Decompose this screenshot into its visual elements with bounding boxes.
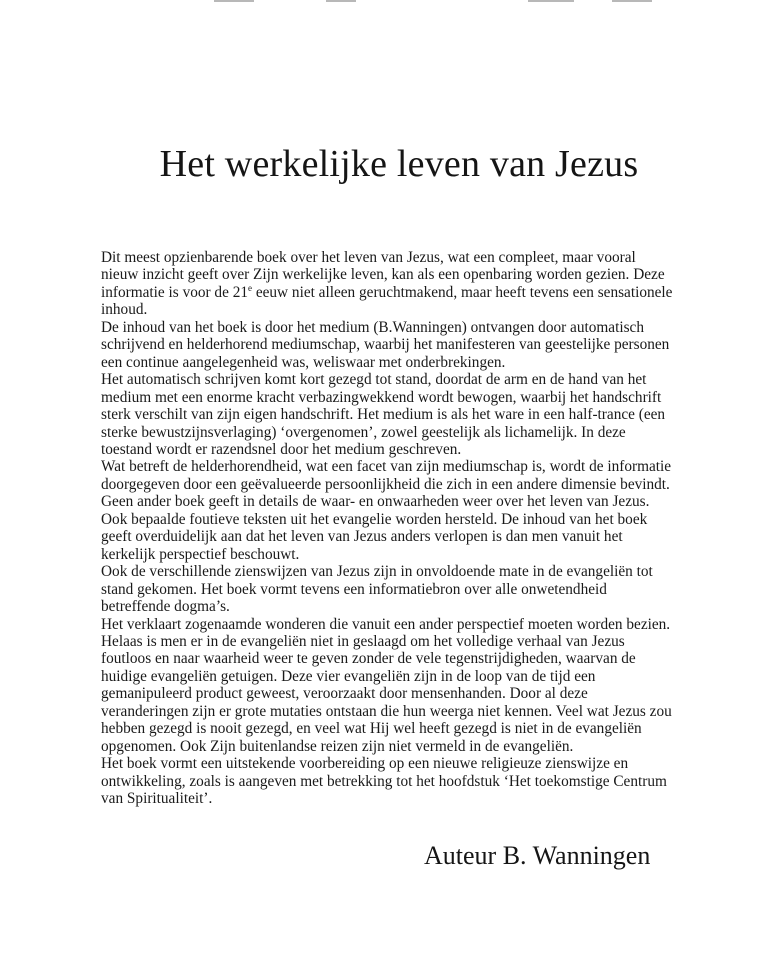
text-line: ontwikkeling, zoals is aangeven met betrekking tot het hoofdstuk ‘Het toekomstige Centrum [101, 772, 667, 790]
text-line: schrijvend en helderhorend mediumschap, waarbij het manifesteren van geestelijke personen [101, 336, 670, 354]
text-line: toestand wordt er razendsnel door het medium geschreven. [101, 440, 462, 458]
text-line: inhoud. [101, 301, 148, 319]
author-signature: Auteur B. Wanningen [424, 841, 651, 870]
text-segment: informatie is voor de 21 [101, 283, 248, 301]
text-line: doorgegeven door een geëvalueerde persoonlijkheid die zich in een andere dimensie bevindt. [101, 475, 670, 493]
text-line: opgenomen. Ook Zijn buitenlandse reizen zijn niet vermeld in de evangeliën. [101, 737, 574, 755]
text-line: Ook bepaalde foutieve teksten uit het evangelie worden hersteld. De inhoud van het boek [101, 510, 648, 528]
page-title: Het werkelijke leven van Jezus [159, 143, 639, 185]
text-line: Het verklaart zogenaamde wonderen die vanuit een ander perspectief moeten worden bezien. [101, 615, 671, 633]
text-line: Dit meest opzienbarende boek over het leven van Jezus, wat een compleet, maar vooral [101, 249, 636, 266]
superscript: e [248, 282, 252, 293]
text-line: foutloos en naar waarheid weer te geven zonder de vele tegenstrijdigheden, waarvan de [101, 650, 636, 668]
text-line: Het boek vormt een uitstekende voorbereiding op een nieuwe religieuze zienswijze en [101, 755, 629, 773]
text-line: Ook de verschillende zienswijzen van Jezus zijn in onvoldoende mate in de evangeliën tot [101, 563, 653, 581]
text-line: Helaas is men er in de evangeliën niet in geslaagd om het volledige verhaal van Jezus [101, 632, 625, 650]
text-segment: eeuw niet alleen geruchtmakend, maar heeft tevens een sensationele [252, 283, 673, 301]
text-line [101, 284, 693, 301]
text-line: medium met een enorme kracht verbazingwekkend wordt bewogen, waarbij het handschrift [101, 388, 662, 406]
text-line: van Spiritualiteit’. [101, 790, 213, 808]
text-line: sterk verschilt van zijn eigen handschrift. Het medium is als het ware in een half-trance (een [101, 406, 666, 424]
text-line: Geen ander boek geeft in details de waar- en onwaarheden weer over het leven van Jezus. [101, 493, 650, 511]
text-line: veranderingen zijn er grote mutaties ontstaan die hun weerga niet kennen. Veel wat Jezus zou [101, 702, 672, 720]
text-line: stand gekomen. Het boek vormt tevens een informatiebron over alle onwetendheid [101, 580, 607, 598]
text-line: betreffende dogma’s. [101, 598, 230, 616]
text-line: geeft overduidelijk aan dat het leven van Jezus anders verlopen is dan men vanuit het [101, 528, 623, 546]
scan-top-marks [0, 0, 768, 4]
text-line: De inhoud van het boek is door het medium (B.Wanningen) ontvangen door automatisch [101, 318, 644, 336]
text-line: een continue aangelegenheid was, weliswaar met onderbrekingen. [101, 353, 506, 371]
body-text [101, 249, 693, 808]
text-line: huidige evangeliën getuigen. Deze vier evangeliën zijn in de loop van de tijd een [101, 667, 596, 685]
text-line: Wat betreft de helderhorendheid, wat een facet van zijn mediumschap is, wordt de informatie [101, 458, 672, 476]
text-line: gemanipuleerd product geweest, veroorzaakt door mensenhanden. Door al deze [101, 685, 588, 703]
text-line: Het automatisch schrijven komt kort gezegd tot stand, doordat de arm en de hand van het [101, 371, 647, 389]
text-line: kerkelijk perspectief beschouwt. [101, 545, 300, 563]
text-line: sterke bewustzijnsverlaging) ‘overgenomen’, zowel geestelijk als lichamelijk. In deze [101, 423, 626, 441]
text-line: nieuw inzicht geeft over Zijn werkelijke leven, kan als een openbaring worden gezien. Deze [101, 266, 665, 284]
text-line: hebben gezegd is nooit gezegd, en veel wat Hij wel heeft gezegd is niet in de evangeliën [101, 720, 642, 738]
